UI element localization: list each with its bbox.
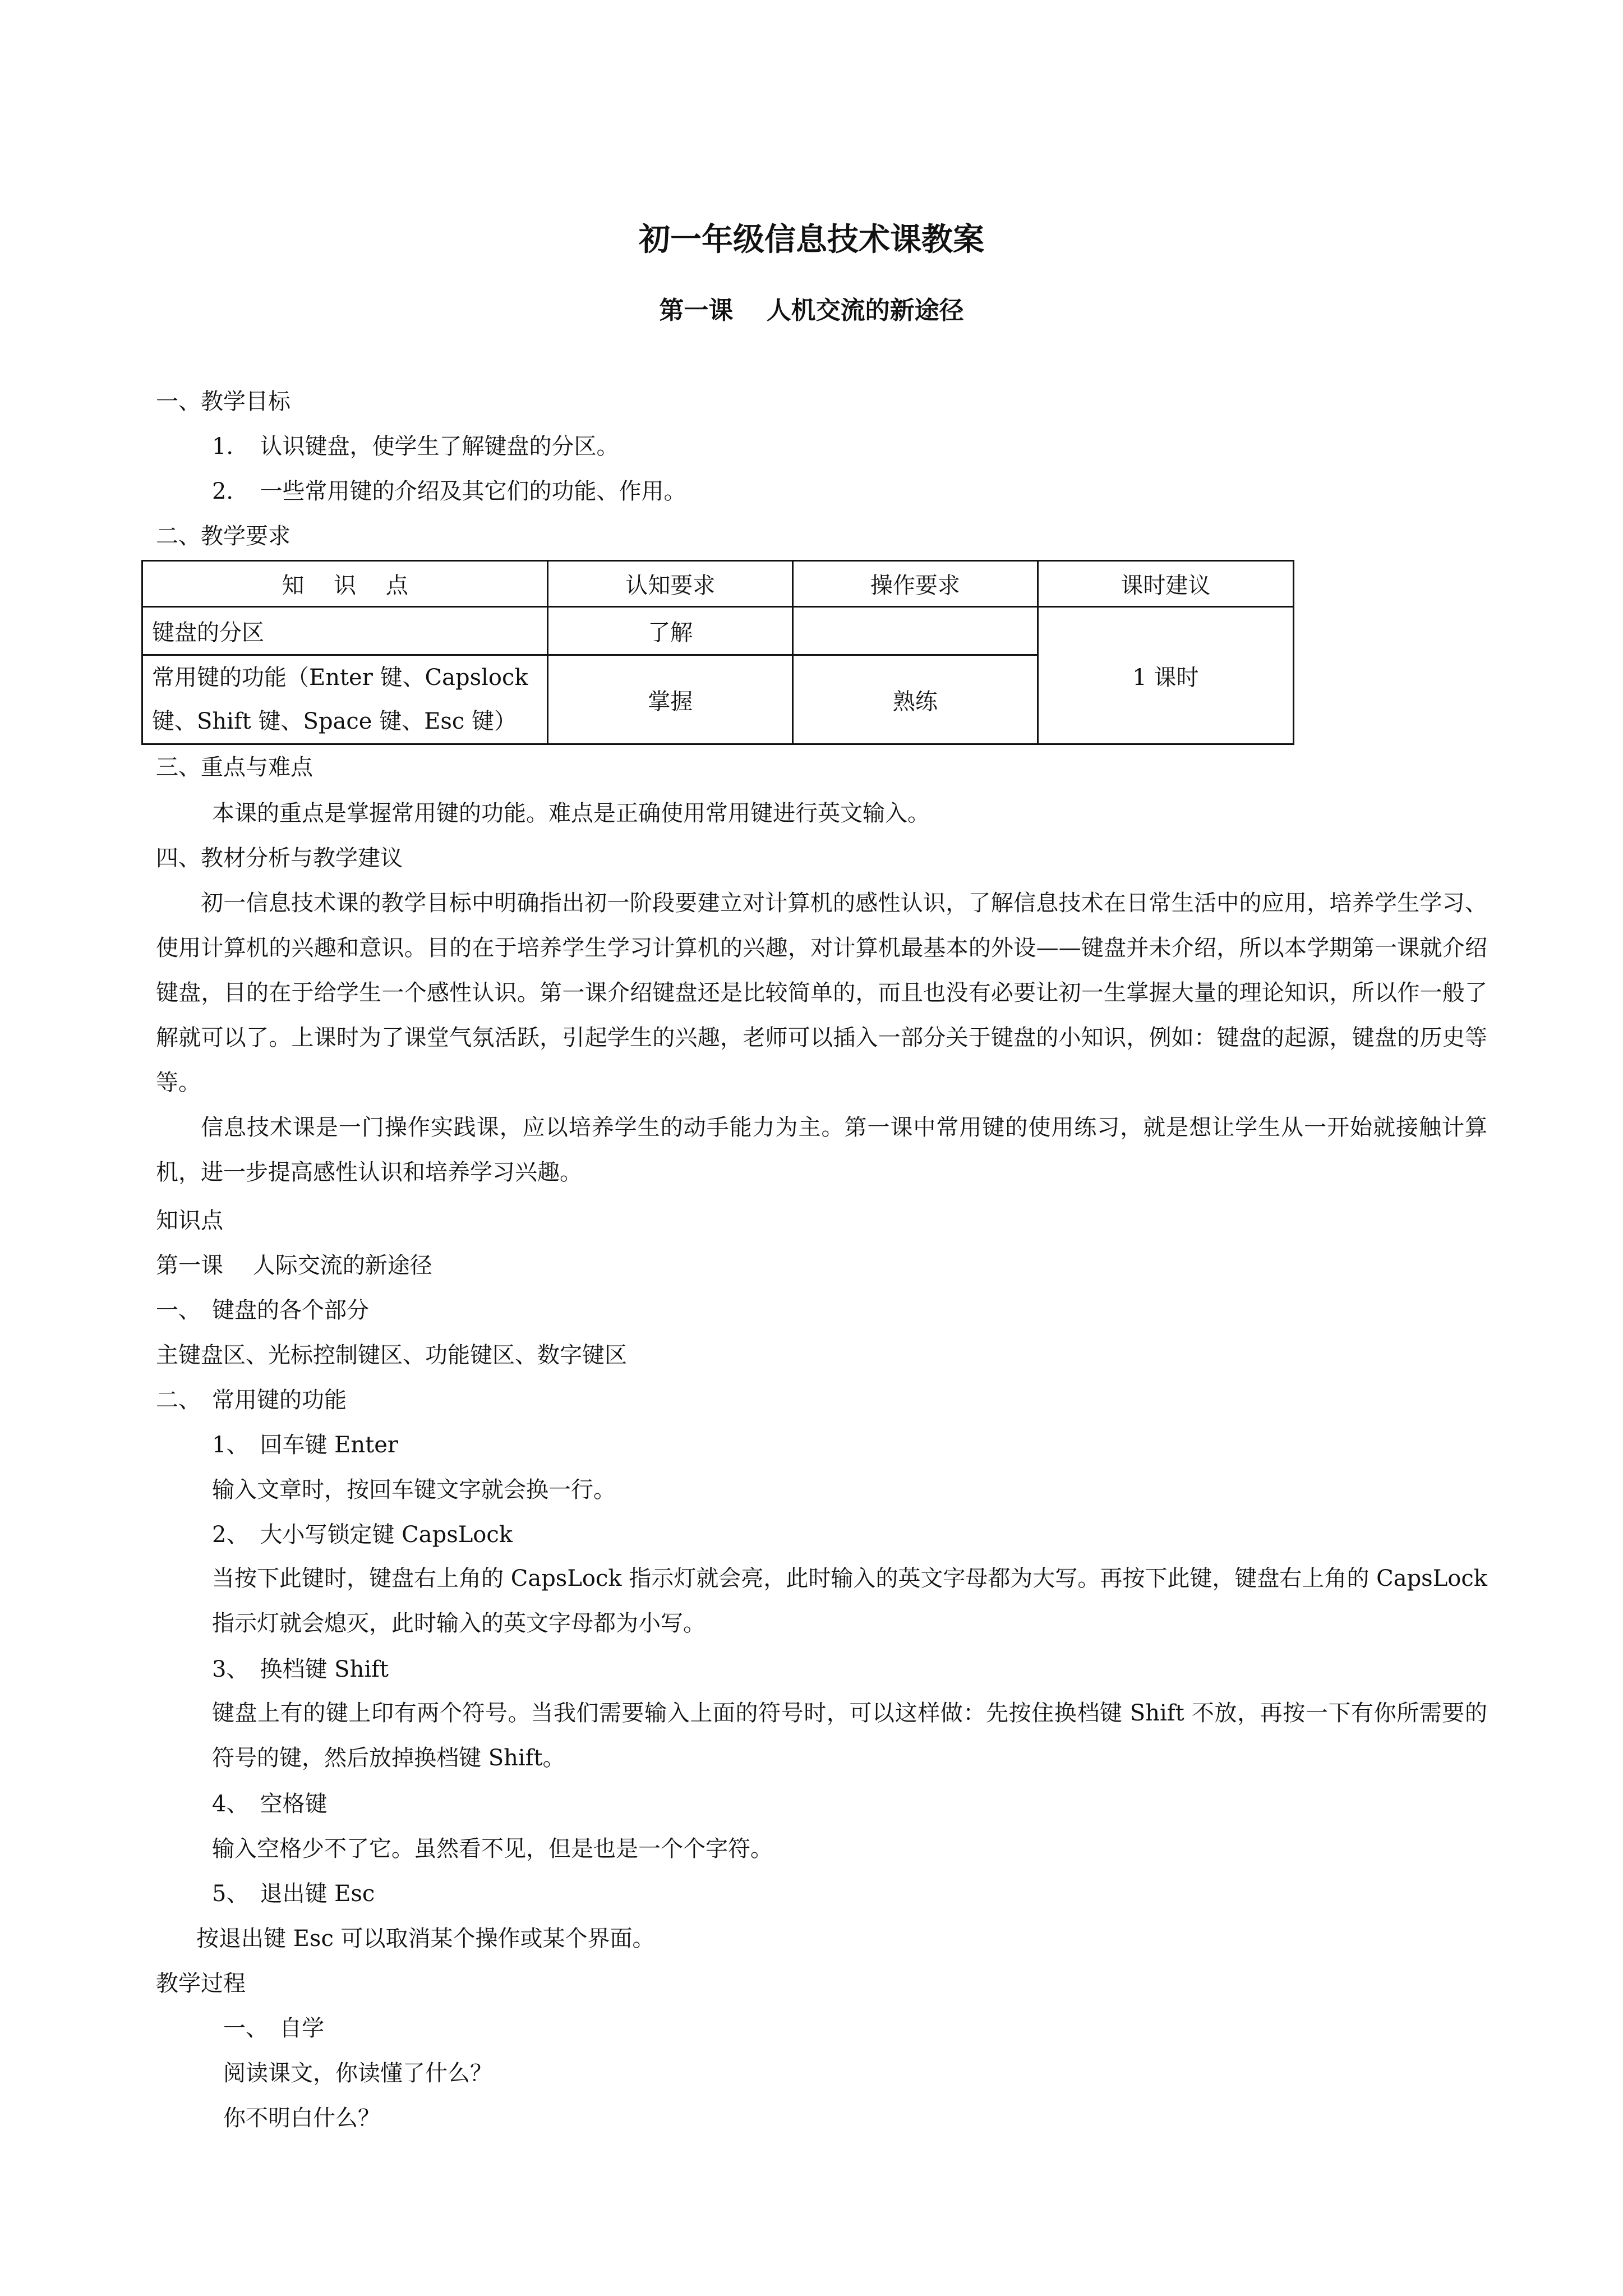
common-keys-title: 二、 常用键的功能	[156, 1387, 347, 1413]
knowledge-point-cell: 键盘的分区	[142, 607, 548, 655]
objective-item: 1． 认识键盘，使学生了解键盘的分区。	[212, 434, 619, 459]
keyboard-parts-text: 主键盘区、光标控制键区、功能键区、数字键区	[156, 1342, 627, 1368]
knowledge-point-cell: 常用键的功能（Enter 键、Capslock 键、Shift 键、Space 键、Esc 键）	[142, 655, 548, 744]
keyboard-parts-title: 一、 键盘的各个部分	[156, 1297, 369, 1323]
process-question: 阅读课文，你读懂了什么？	[223, 2060, 492, 2086]
objective-item: 2． 一些常用键的介绍及其它们的功能、作用。	[212, 478, 686, 504]
cognitive-cell: 掌握	[548, 655, 793, 744]
table-row	[142, 607, 1294, 655]
document-title: 初一年级信息技术课教案	[639, 222, 984, 258]
analysis-paragraph: 初一信息技术课的教学目标中明确指出初一阶段要建立对计算机的感性认识，了解信息技术在日常生活中的应用，培养学生学习、使用计算机的兴趣和意识。目的在于培养学生学习计算机的兴趣，对计算机最基本的外设——键盘并未介绍，所以本学期第一课就介绍键盘，目的在于给学生一个感性认识。第一课介绍键盘还是比较简单的，而且也没有必要让初一生掌握大量的理论知识，所以作一般了解就可以了。上课时为了课堂气氛活跃，引起学生的兴趣，老师可以插入一部分关于键盘的小知识，例如：键盘的起源，键盘的历史等等。	[156, 890, 1487, 1096]
key-title: 1、 回车键 Enter	[212, 1432, 398, 1458]
header-hours: 课时建议	[1038, 561, 1293, 607]
key-description: 输入空格少不了它。虽然看不见，但是也是一个个字符。	[212, 1836, 773, 1862]
cognitive-cell: 了解	[548, 607, 793, 655]
key-title: 2、 大小写锁定键 CapsLock	[212, 1522, 513, 1548]
process-question: 你不明白什么？	[223, 2105, 380, 2131]
lesson-subtitle: 第一课 人机交流的新途径	[659, 296, 964, 325]
section4-heading: 四、教材分析与教学建议	[156, 845, 403, 871]
operation-cell	[793, 607, 1038, 655]
table-header-row	[142, 561, 1294, 607]
header-knowledge-point: 知 识 点	[142, 561, 548, 607]
key-title: 3、 换档键 Shift	[212, 1657, 389, 1682]
key-description: 当按下此键时，键盘右上角的 CapsLock 指示灯就会亮，此时输入的英文字母都为大写。再按下此键，键盘右上角的 CapsLock 指示灯就会熄灭，此时输入的英文字母都为小写。	[212, 1566, 1487, 1636]
key-title: 4、 空格键	[212, 1791, 328, 1817]
key-description: 按退出键 Esc 可以取消某个操作或某个界面。	[196, 1926, 655, 1952]
header-cognitive: 认知要求	[548, 561, 793, 607]
section3-heading: 三、重点与难点	[156, 754, 313, 780]
key-description: 键盘上有的键上印有两个符号。当我们需要输入上面的符号时，可以这样做：先按住换档键 Shift 不放，再按一下有你所需要的符号的键，然后放掉换档键 Shift。	[212, 1700, 1487, 1771]
key-description: 输入文章时，按回车键文字就会换一行。	[212, 1477, 616, 1503]
knowledge-lesson-title: 第一课 人际交流的新途径	[156, 1253, 432, 1278]
section2-heading: 二、教学要求	[156, 523, 291, 549]
section1-heading: 一、教学目标	[156, 389, 291, 415]
key-title: 5、 退出键 Esc	[212, 1881, 375, 1907]
header-operation: 操作要求	[793, 561, 1038, 607]
key-points-text: 本课的重点是掌握常用键的功能。难点是正确使用常用键进行英文输入。	[212, 800, 930, 826]
process-step: 一、 自学	[223, 2016, 324, 2041]
operation-cell: 熟练	[793, 655, 1038, 744]
hours-cell: 1 课时	[1038, 607, 1293, 744]
analysis-paragraph: 信息技术课是一门操作实践课，应以培养学生的动手能力为主。第一课中常用键的使用练习，就是想让学生从一开始就接触计算机，进一步提高感性认识和培养学习兴趣。	[156, 1115, 1487, 1185]
knowledge-heading: 知识点	[156, 1208, 223, 1234]
process-heading: 教学过程	[156, 1971, 246, 1996]
requirements-table	[141, 560, 1294, 745]
